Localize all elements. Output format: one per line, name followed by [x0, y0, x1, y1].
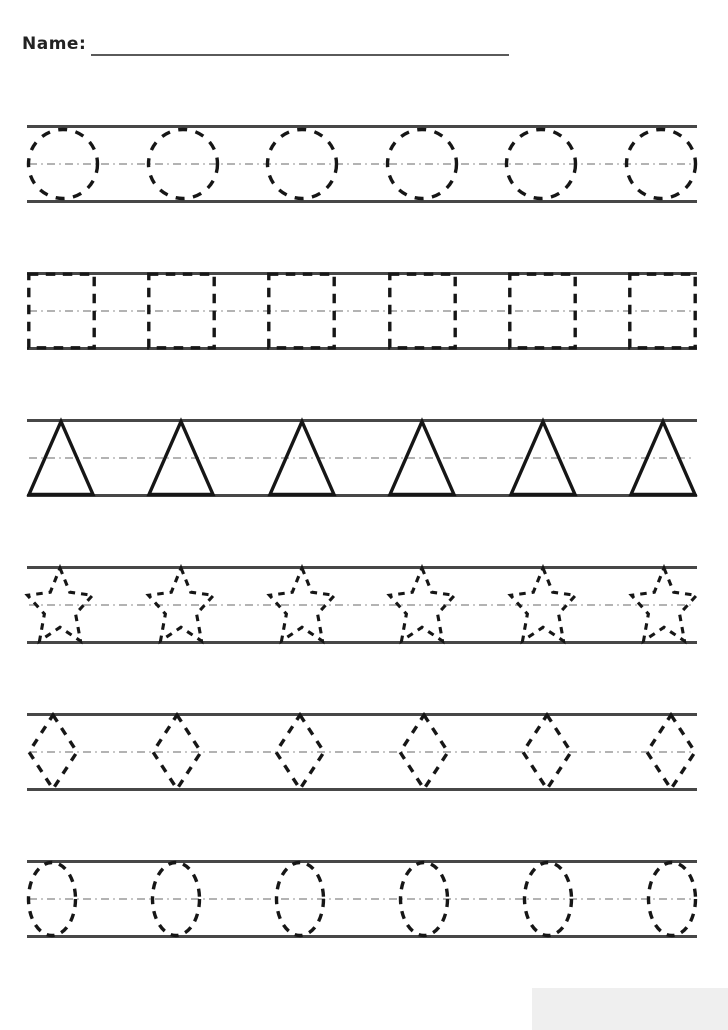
diamond-shape — [645, 713, 697, 791]
square-shape — [147, 272, 216, 350]
circle-shape — [147, 125, 219, 203]
square-shape — [388, 272, 457, 350]
trace-rows — [27, 125, 697, 938]
oval-shape — [523, 860, 573, 938]
circle-shape — [266, 125, 338, 203]
circle-shape — [625, 125, 697, 203]
trace-row-oval — [27, 860, 697, 938]
diamond-shape — [27, 713, 79, 791]
triangle-shape — [509, 419, 577, 497]
oval-shape — [275, 860, 325, 938]
square-shape — [27, 272, 96, 350]
oval-shape — [27, 860, 77, 938]
diamond-shape — [398, 713, 450, 791]
shapes-strip — [27, 125, 697, 203]
shapes-strip — [27, 860, 697, 938]
triangle-shape — [147, 419, 215, 497]
trace-row-square — [27, 272, 697, 350]
oval-shape — [399, 860, 449, 938]
square-shape — [508, 272, 577, 350]
star-shape — [148, 566, 214, 644]
trace-row-star — [27, 566, 697, 644]
trace-row-triangle — [27, 419, 697, 497]
star-shape — [631, 566, 697, 644]
star-shape — [510, 566, 576, 644]
shapes-strip — [27, 419, 697, 497]
square-shape — [267, 272, 336, 350]
star-shape — [27, 566, 93, 644]
circle-shape — [386, 125, 458, 203]
triangle-shape — [388, 419, 456, 497]
diamond-shape — [274, 713, 326, 791]
shapes-strip — [27, 272, 697, 350]
square-shape — [628, 272, 697, 350]
triangle-shape — [268, 419, 336, 497]
name-underline — [91, 38, 509, 56]
diamond-shape — [521, 713, 573, 791]
name-label: Name: — [22, 34, 87, 54]
circle-shape — [27, 125, 99, 203]
header — [22, 34, 509, 56]
triangle-shape — [629, 419, 697, 497]
oval-shape — [647, 860, 697, 938]
diamond-shape — [151, 713, 203, 791]
shapes-strip — [27, 713, 697, 791]
trace-row-diamond — [27, 713, 697, 791]
trace-row-circle — [27, 125, 697, 203]
star-shape — [269, 566, 335, 644]
shapes-strip — [27, 566, 697, 644]
watermark — [532, 988, 728, 1030]
triangle-shape — [27, 419, 95, 497]
circle-shape — [505, 125, 577, 203]
oval-shape — [151, 860, 201, 938]
star-shape — [389, 566, 455, 644]
